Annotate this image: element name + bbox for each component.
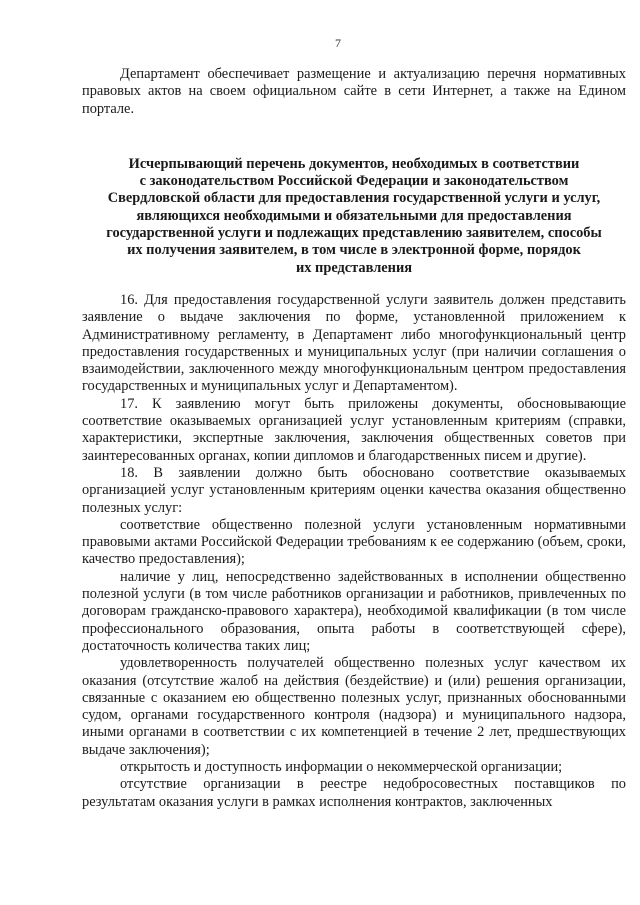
page-number: 7 — [335, 36, 341, 50]
criterion-item: отсутствие организации в реестре недобросовестных поставщиков по результатам оказания услуги в рамках исполнения контрактов, заключенных — [82, 776, 626, 810]
page-content — [82, 66, 626, 811]
paragraph-16: 16. Для предоставления государственной услуги заявитель должен представить заявление о выдаче заключения по форме, установленной приложением к Административному регламенту, в Департамент либо многофункциональный центр предоставления государственных и муниципальных услуг (при наличии соглашения о взаимодействии, заключенного между многофункциональным центром предоставления государственных и муниципальных услуг и Департаментом). — [82, 291, 626, 395]
paragraph-17: 17. К заявлению могут быть приложены документы, обосновывающие соответствие оказываемых организацией услуг установленным критериям (справки, характеристики, экспертные заключения, заключения общественных советов при заинтересованных органах, копии дипломов и благодарственных писем и другие). — [82, 395, 626, 464]
criterion-item: соответствие общественно полезной услуги установленным нормативными правовыми актами Российской Федерации требованиям к ее содержанию (объем, сроки, качество предоставления); — [82, 516, 626, 568]
criterion-item: наличие у лиц, непосредственно задействованных в исполнении общественно полезной услуги (в том числе работников организации и работников, привлеченных по договорам гражданско-правового характера), необходимой квалификации (в том числе профессионального образования, опыта работы в соответствующей сфере), достаточность количества таких лиц; — [82, 568, 626, 654]
heading-line: их получения заявителем, в том числе в электронной форме, порядок — [127, 242, 581, 259]
heading-line: с законодательством Российской Федерации и законодательством — [139, 173, 569, 190]
intro-paragraph: Департамент обеспечивает размещение и актуализацию перечня нормативных правовых актов на своем официальном сайте в сети Интернет, а также на Едином портале. — [82, 66, 626, 117]
heading-line: государственной услуги и подлежащих представлению заявителем, способы — [106, 225, 602, 242]
heading-line: Свердловской области для предоставления государственной услуги и услуг, — [107, 190, 601, 207]
heading-line: Исчерпывающий перечень документов, необходимых в соответствии — [128, 155, 580, 172]
paragraph-18: 18. В заявлении должно быть обосновано соответствие оказываемых организацией услуг установленным критериям оценки качества оказания общественно полезных услуг: — [82, 464, 626, 516]
criterion-item: открытость и доступность информации о некоммерческой организации; — [120, 758, 563, 775]
criterion-item: удовлетворенность получателей общественно полезных услуг качеством их оказания (отсутствие жалоб на действия (бездействие) и (или) решения организации, связанные с оказанием ею общественно полезных услуг, признанных обоснованными судом, органами государственного контроля (надзора) и муниципального надзора, иными органами в соответствии с их компетенцией в течение 2 лет, предшествующих выдаче заключения); — [82, 655, 626, 758]
heading-line: их представления — [295, 259, 413, 276]
section-heading — [82, 156, 626, 277]
heading-line: являющихся необходимыми и обязательными для предоставления — [136, 207, 572, 224]
